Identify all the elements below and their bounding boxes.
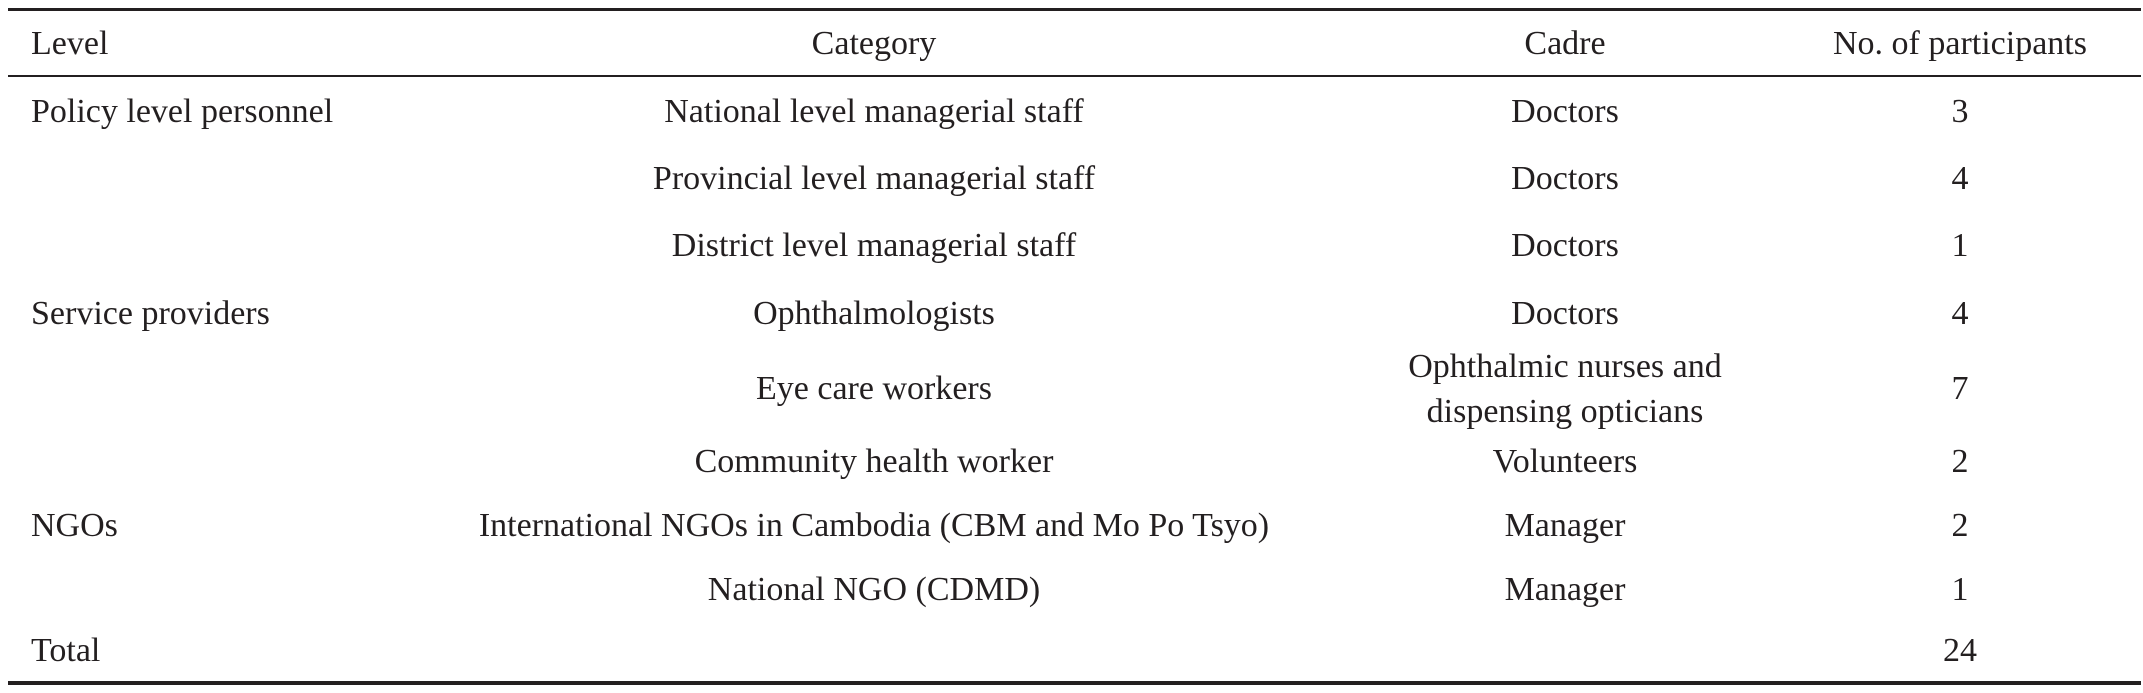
cell-cadre: Manager [1504, 507, 1626, 544]
cell-category: Provincial level managerial staff [652, 160, 1096, 197]
table-top-rule [8, 8, 2141, 11]
cell-participants: 7 [1951, 370, 1969, 407]
cell-cadre-line-2: dispensing opticians [1426, 393, 1704, 430]
cell-cadre: Doctors [1511, 295, 1619, 332]
table-header-rule [8, 75, 2141, 77]
cell-category: International NGOs in Cambodia (CBM and Mo Po Tsyo) [478, 507, 1270, 544]
total-participants: 24 [1943, 632, 1977, 669]
cell-cadre: Doctors [1511, 93, 1619, 130]
cell-category: District level managerial staff [671, 227, 1077, 264]
cell-level: Policy level personnel [31, 93, 334, 130]
cell-cadre: Manager [1504, 571, 1626, 608]
table-bottom-rule [8, 681, 2141, 685]
cell-level: NGOs [31, 507, 118, 544]
cell-category: Ophthalmologists [753, 295, 995, 332]
cell-cadre-line-1: Ophthalmic nurses and [1408, 348, 1722, 385]
header-cadre: Cadre [1524, 25, 1606, 62]
cell-category: National NGO (CDMD) [707, 571, 1041, 608]
cell-participants: 4 [1951, 295, 1969, 332]
cell-category: National level managerial staff [664, 93, 1084, 130]
cell-level: Service providers [31, 295, 270, 332]
cell-category: Community health worker [694, 443, 1054, 480]
header-level: Level [31, 25, 109, 62]
cell-participants: 3 [1951, 93, 1969, 130]
cell-category: Eye care workers [756, 370, 992, 407]
cell-participants: 2 [1951, 443, 1969, 480]
cell-cadre: Doctors [1511, 160, 1619, 197]
cell-participants: 1 [1951, 227, 1969, 264]
header-category: Category [811, 25, 937, 62]
cell-cadre: Doctors [1511, 227, 1619, 264]
cell-cadre: Volunteers [1492, 443, 1638, 480]
header-participants: No. of participants [1833, 25, 2087, 62]
total-label: Total [31, 632, 101, 669]
cell-participants: 1 [1951, 571, 1969, 608]
cell-participants: 4 [1951, 160, 1969, 197]
cell-participants: 2 [1951, 507, 1969, 544]
